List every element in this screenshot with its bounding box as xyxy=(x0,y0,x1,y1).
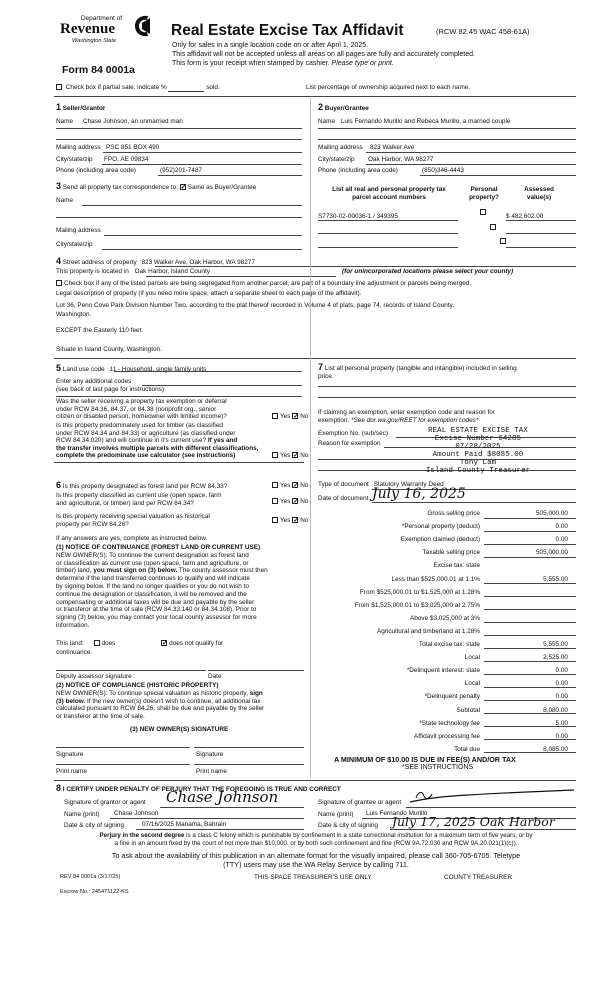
minimum-due-note: A MINIMUM OF $10.00 IS DUE IN FEE(S) AND/OR TAX xyxy=(334,755,516,764)
county-treasurer-label: COUNTY TREASURER xyxy=(444,874,512,881)
segregation-row: Check box if any of the listed parcels are being segregated from another parcel, are part of a boundary line adjustment or parcels being merged. xyxy=(56,280,471,287)
grantee-signature-icon[interactable] xyxy=(408,786,578,808)
deputy-assessor-label: Deputy assessor signature xyxy=(56,673,132,680)
perjury-notice: Perjury in the second degree is a class C felony which is punishable by confinement in a state correctional institution for a maximum term of five years, or by a fine in an amount fixed by the court of not more than $10,000, or by both such confinement and fine (RCW 9A.72.030 and RCW 9A.20.021(1)(c)). xyxy=(99,832,533,847)
exemption-deferral-question: Was the seller receiving a property tax exemption or deferral under RCW 84.36, 84.37, or 84.38 (nonprofit org., senior citizen or disabled person, homeowner with limited income)? xyxy=(56,398,227,421)
header-line-2: This affidavit will not be accepted unless all areas on all pages are fully and accurately completed. xyxy=(172,51,475,58)
timber-no-checkbox[interactable] xyxy=(292,452,298,458)
dept-of: Department of xyxy=(80,15,122,22)
timber-yes-checkbox[interactable] xyxy=(272,452,278,458)
buyer-heading: 2 Buyer/Grantee xyxy=(318,102,369,112)
if-any-yes-note: If any answers are yes, complete as instructed below. xyxy=(56,535,208,542)
forest-answer: Yes ✓ No xyxy=(272,482,308,489)
personal-property-checkbox-3[interactable] xyxy=(500,238,506,244)
personal-property-checkbox-2[interactable] xyxy=(490,224,496,230)
buyer-mailing-address[interactable]: 823 Walker Ave xyxy=(370,144,415,151)
personal-property-col-header: Personal property? xyxy=(469,186,499,201)
form-title: Real Estate Excise Tax Affidavit xyxy=(171,22,404,39)
dept-state: Washington State xyxy=(72,38,117,44)
exemption-claim-text: If claiming an exemption, enter exemption code and reason for exemption. *See dor.wa.gov/REET for exemption codes* xyxy=(318,409,495,424)
buyer-phone[interactable]: (850)346-4443 xyxy=(422,167,464,174)
personal-property-deduct[interactable]: 0.00 xyxy=(555,523,568,531)
continuance-label: continuance. xyxy=(56,649,93,656)
exemption-deferral-answer: Yes ✓ No xyxy=(272,413,308,420)
same-as-buyer-checkbox[interactable] xyxy=(180,184,186,190)
partial-sale-percent-field[interactable] xyxy=(168,84,204,92)
exemption-claimed-deduct[interactable]: 0.00 xyxy=(555,536,568,544)
grantor-signature-label: Signature of grantor or agent xyxy=(64,799,146,806)
new-owner-signature-heading: (3) NEW OWNER(S) SIGNATURE xyxy=(130,726,229,733)
land-use-row: 5 Land use code 11 - Household, single family units xyxy=(56,363,207,373)
form-number: Form 84 0001a xyxy=(62,64,135,76)
street-address[interactable]: 823 Walker Ave, Oak Harbor, WA 98277 xyxy=(141,259,255,266)
correspondence-city-label: City/state/zip xyxy=(56,241,93,248)
seller-heading: 1 Seller/Grantor xyxy=(56,102,106,112)
treasurer-stamp: REAL ESTATE EXCISE TAX Excise Number 64285 07/28/2025 Amount Paid $8085.00 Tony Lam Island County Treasurer xyxy=(425,427,531,475)
partial-sale-row: Check box if partial sale, indicate % sold. xyxy=(56,84,220,92)
revenue-logo-icon xyxy=(132,14,152,38)
escrow-number: Escrow No.: 245471122-KS xyxy=(60,889,129,895)
street-address-row: 4 Street address of property 823 Walker Ave, Oak Harbor, WA 98277 xyxy=(56,256,255,266)
legal-description-3[interactable]: EXCEPT the Easterly 110 feet. xyxy=(56,327,144,334)
grantor-name-label: Name (print) xyxy=(64,811,100,818)
grantor-signature[interactable]: Chase Johnson xyxy=(166,788,279,806)
seller-mailing-address[interactable]: PSC 851 BOX 490 xyxy=(106,144,160,151)
forest-no-checkbox[interactable] xyxy=(292,482,298,488)
delinquent-interest-state[interactable]: 0.00 xyxy=(555,667,568,675)
buyer-mail-row: Mailing address 823 Walker Ave xyxy=(318,144,415,151)
correspondence-mail-label: Mailing address xyxy=(56,227,101,234)
correspondence-heading: 3 Send all property tax correspondence to: ✓ Same as Buyer/Grantee xyxy=(56,181,256,191)
legal-description-label: Legal description of property (if you need more space, attach a separate sheet to each page of the affidavit). xyxy=(56,290,362,297)
notice-of-compliance: (2) NOTICE OF COMPLIANCE (HISTORIC PROPERTY) NEW OWNER(S): To continue special valuation as historic property, sign (3) below. If the new owner(s) doesn't wish to continue, all additional tax calculated pursuant to RCW 84.26, shall be due and payable by the seller or transferor at the time of sale. xyxy=(56,682,265,721)
delinquent-interest-local[interactable]: 0.00 xyxy=(555,680,568,688)
current-use-answer: Yes ✓ No xyxy=(272,498,308,505)
grantee-date-label: Date & city of signing xyxy=(318,822,379,829)
new-owner-signature-label-1: Signature xyxy=(56,751,84,758)
personal-property-checkbox-1[interactable] xyxy=(480,209,486,215)
land-does-checkbox[interactable] xyxy=(94,640,100,646)
subtotal[interactable]: 8,080.00 xyxy=(543,706,568,714)
historic-answer: Yes ✓ No xyxy=(272,517,308,524)
timber-answer: Yes ✓ No xyxy=(272,452,308,459)
assessed-value-1[interactable]: $ 482,602.00 xyxy=(506,213,544,220)
header-line-1: Only for sales in a single location code on or after April 1, 2025. xyxy=(172,42,369,49)
document-date[interactable]: July 16, 2025 xyxy=(372,486,466,502)
exemption-yes-checkbox[interactable] xyxy=(272,413,278,419)
grantee-name[interactable]: Luis Fernando Murillo xyxy=(366,810,428,817)
document-type-row: Type of document Statutory Warranty Deed xyxy=(318,481,444,488)
forest-question: 6 Is this property designated as forest land per RCW 84.33? xyxy=(56,480,228,490)
property-location[interactable]: Oak Harbor, Island County xyxy=(134,268,210,275)
land-use-code[interactable]: 11 - Household, single family units xyxy=(109,366,207,373)
buyer-name[interactable]: Luis Fernando Murillo and Rebeca Murillo, a married couple xyxy=(341,118,511,125)
reason-exemption-label: Reason for exemption xyxy=(318,440,381,447)
list-percentage-note: List percentage of ownership acquired next to each name. xyxy=(306,84,471,91)
notice-of-continuance: (1) NOTICE OF CONTINUANCE (FOREST LAND OR CURRENT USE) NEW OWNER(S): To continue the current designation as forest land or classification as current use (open space, farm and agriculture, or timber) land, you must sign on (3) below. The county assessor must then determine if the land transferred continues to qualify and will indicate by signing below. If the land no longer qualifies or you do not wish to continue the designation or classification, it will be removed and the compensating or additional taxes will be due and payable by the seller or transferor at the time of sale (RCW 84.33.140 or 84.34.108). Prior to signing (3) below, you may contact your local county assessor for more information. xyxy=(56,544,268,629)
correspondence-name-label: Name xyxy=(56,197,74,204)
historic-question: Is this property receiving special valuation as historical property per RCW 84.26? xyxy=(56,513,210,528)
segregation-checkbox[interactable] xyxy=(56,280,62,286)
assessed-value-col-header: Assessed value(s) xyxy=(524,186,554,201)
new-owner-print-name-label-1: Print name xyxy=(56,768,87,775)
document-date-label: Date of document xyxy=(318,495,369,502)
exemption-no-checkbox[interactable] xyxy=(292,413,298,419)
form-citation: (RCW 82.45 WAC 458-61A) xyxy=(436,27,530,36)
seller-phone[interactable]: (952)201-7487 xyxy=(160,167,202,174)
treasurer-use-only: THIS SPACE TREASURER'S USE ONLY xyxy=(254,874,372,881)
seller-name[interactable]: Chase Johnson, an unmarried man xyxy=(83,118,183,125)
timber-question: Is this property predominately used for timber (as classified under RCW 84.34 and 84.33) or agriculture (as classified under RCW 84.34.020) and will continue in it's current use? If yes and the transfer involves multiple parcels with different classifications, complete the predominate use calculator (see instructions) xyxy=(56,422,259,460)
seller-city-state-zip[interactable]: FPO, AE 09834 xyxy=(104,156,149,163)
delinquent-penalty[interactable]: 0.00 xyxy=(555,693,568,701)
historic-no-checkbox[interactable] xyxy=(292,517,298,523)
legal-description-1[interactable]: Lot 36, Penn Cove Park Division Number Two, according to the plat thereof recorded in Volume 4 of plats, page 74, records of Island County, xyxy=(56,302,454,309)
total-excise-state[interactable]: 5,555.00 xyxy=(543,641,568,648)
parcel-number-1[interactable]: S7730-02-00036-1 / 349395 xyxy=(318,213,398,220)
grantor-name[interactable]: Chase Johnson xyxy=(114,810,159,817)
current-use-no-checkbox[interactable] xyxy=(292,498,298,504)
header-line-3: This form is your receipt when stamped by cashier. Please type or print. xyxy=(172,60,394,67)
taxable-selling-price[interactable]: 505,000.00 xyxy=(536,549,568,557)
partial-sale-checkbox[interactable] xyxy=(56,84,62,90)
excise-local[interactable]: 2,525.00 xyxy=(543,654,568,662)
gross-selling-price[interactable]: 505,000.00 xyxy=(536,510,568,517)
current-use-yes-checkbox[interactable] xyxy=(272,498,278,504)
grantor-date-city[interactable]: 07/16/2025 Manama, Bahrain xyxy=(142,821,227,828)
land-does-not-checkbox[interactable] xyxy=(161,640,167,646)
seller-name-row: Name Chase Johnson, an unmarried man xyxy=(56,118,183,125)
revision-number: REV 84 0001a (3/17/25) xyxy=(60,874,121,880)
new-owner-print-name-label-2: Print name xyxy=(196,768,227,775)
alternate-format-notice: To ask about the availability of this publication in an alternate format for the visually impaired, please call 360-705-6705. Teletype (TTY) users may use the WA Relay Service by calling 711. xyxy=(111,851,521,869)
seller-city-row: City/state/zip FPO, AE 09834 xyxy=(56,156,149,163)
buyer-name-row: Name Luis Fernando Murillo and Rebeca Murillo, a married couple xyxy=(318,118,511,125)
buyer-city-row: City/state/zip Oak Harbor, WA 98277 xyxy=(318,156,434,163)
seller-phone-row: Phone (including area code) (952)201-7487 xyxy=(56,167,202,174)
legal-description-4[interactable]: Situate in Island County, Washington. xyxy=(56,346,162,353)
grantee-signature-label: Signature of grantee or agent xyxy=(318,799,402,806)
grantee-name-label: Name (print) xyxy=(318,811,354,818)
legal-description-2[interactable]: Washington. xyxy=(56,311,92,318)
historic-yes-checkbox[interactable] xyxy=(272,517,278,523)
dor-logo xyxy=(56,12,156,60)
tax-bracket-1[interactable]: 5,555.00 xyxy=(543,575,568,583)
buyer-city-state-zip[interactable]: Oak Harbor, WA 98277 xyxy=(368,156,434,163)
exemption-number-label: Exemption No. (sub/sec) xyxy=(318,430,388,437)
total-due[interactable]: 8,085.00 xyxy=(543,745,568,753)
document-type[interactable]: Statutory Warranty Deed xyxy=(373,481,444,488)
affidavit-processing-fee[interactable]: 0.00 xyxy=(555,732,568,740)
grantee-date-city[interactable]: July 17, 2025 Oak Harbor xyxy=(392,814,555,829)
new-owner-signature-label-2: Signature xyxy=(196,751,224,758)
grantor-date-label: Date & city of signing xyxy=(64,822,125,829)
located-in-row: This property is located in Oak Harbor, Island County (for unincorporated locations please select your county) xyxy=(56,268,514,275)
parcel-col-header: List all real and personal property tax parcel account numbers xyxy=(332,186,446,201)
seller-mail-row: Mailing address PSC 851 BOX 490 xyxy=(56,144,160,151)
personal-property-label: 7 List all personal property (tangible and intangible) included in selling price. xyxy=(318,362,517,380)
see-instructions-note: *SEE INSTRUCTIONS xyxy=(402,764,474,771)
current-use-question: Is this property classified as current use (open space, farm and agricultural, or timber) land per RCW 84.34? xyxy=(56,492,222,507)
forest-yes-checkbox[interactable] xyxy=(272,482,278,488)
state-technology-fee[interactable]: 5.00 xyxy=(555,719,568,727)
deputy-date-label: Date xyxy=(208,673,222,680)
additional-codes-label: Enter any additional codes (see back of last page for instructions) xyxy=(56,378,164,393)
buyer-phone-row: Phone (including area code) (850)346-4443 xyxy=(318,167,464,174)
certify-heading: 8 I CERTIFY UNDER PENALTY OF PERJURY THAT THE FOREGOING IS TRUE AND CORRECT xyxy=(56,783,341,793)
dept-revenue: Revenue xyxy=(60,21,115,37)
this-land-row: This land: does ✓ does not qualify for xyxy=(56,640,223,647)
